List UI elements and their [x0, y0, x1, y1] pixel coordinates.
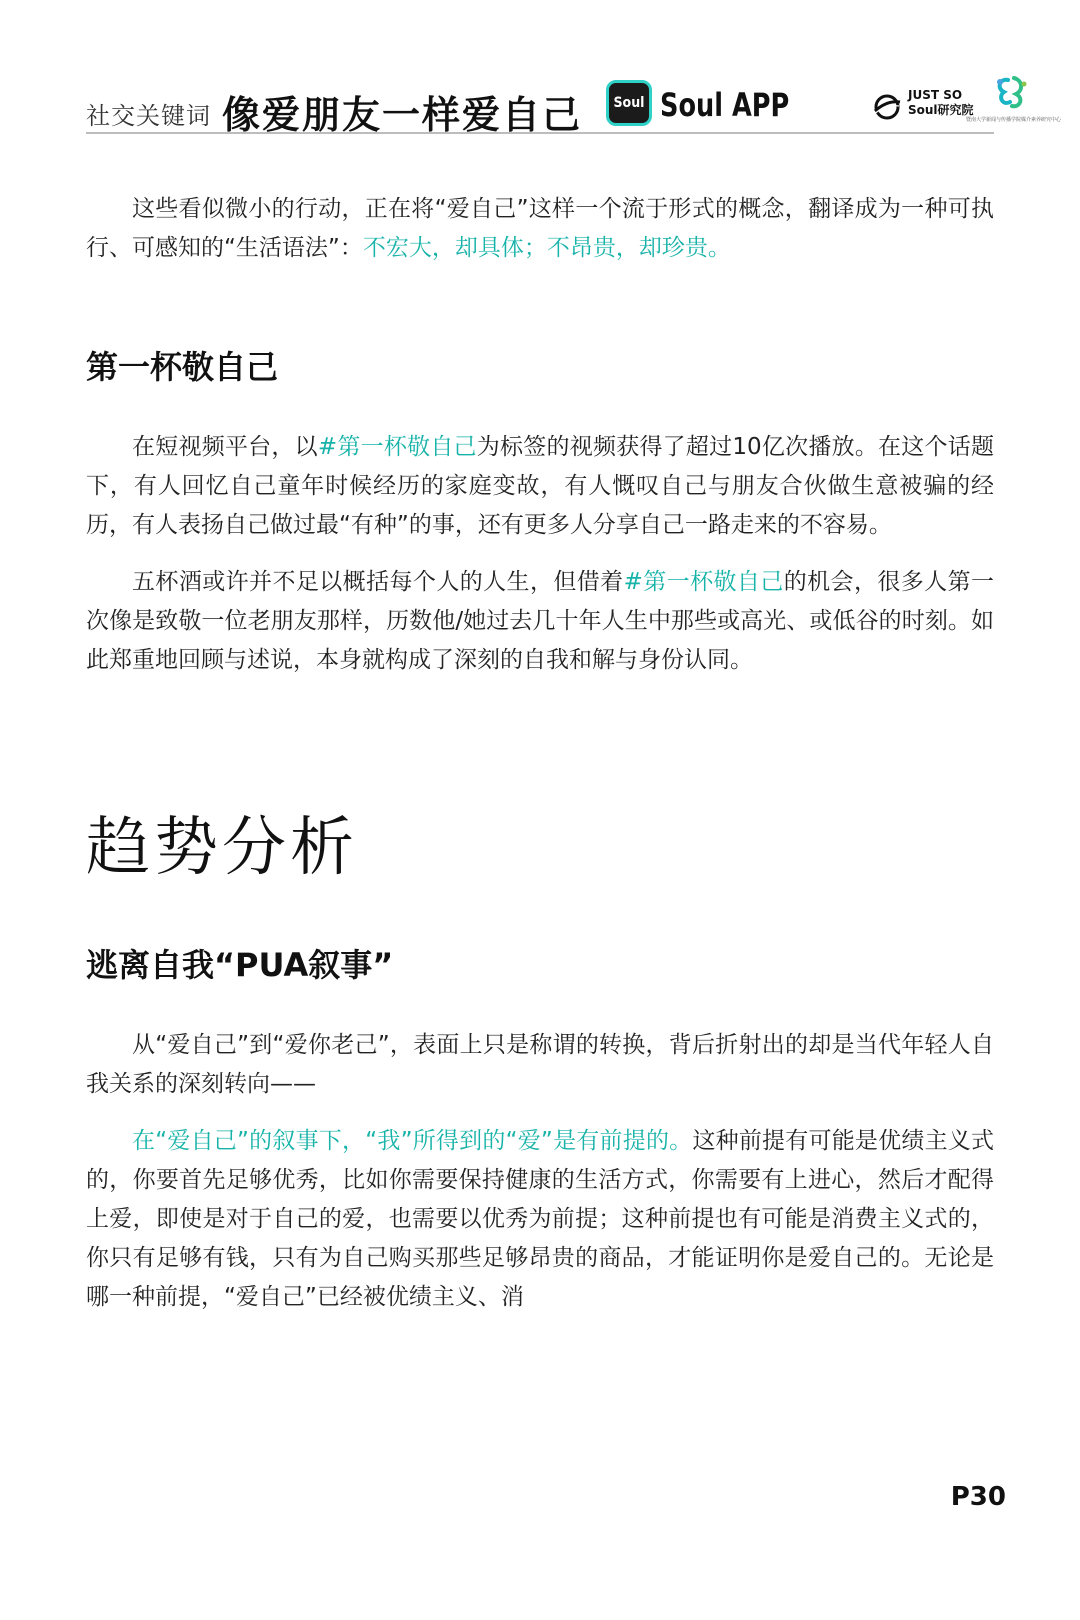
section1-heading: 第一杯敬自己: [86, 348, 279, 386]
s1p1-text-before: 在短视频平台，以: [132, 434, 318, 460]
header-title: 像爱朋友一样爱自己: [222, 93, 583, 137]
section2-paragraph-1: 从“爱自己”到“爱你老己”，表面上只是称谓的转换，背后折射出的却是当代年轻人自我关系的深刻转向——: [86, 1032, 994, 1097]
justso-line2: Soul研究院: [908, 103, 974, 117]
s1p2-text-before: 五杯酒或许并不足以概括每个人的人生，但借着: [132, 569, 624, 595]
s1p1-text-after: 为标签的视频获得了超过10亿次播放。在这个话题下，有人回忆自己童年时候经历的家庭变故，有人慨叹自己与朋友合伙做生意被骗的经历，有人表扬自己做过最“有种”的事，还有更多人分享自己一路走来的不容易。: [86, 434, 994, 538]
justso-wordmark: [908, 88, 974, 118]
main-content: [86, 190, 994, 1317]
s1p2-hashtag: #第一杯敬自己: [623, 569, 784, 595]
page-header: [86, 70, 1062, 137]
page-number: P30: [950, 1482, 1006, 1512]
institute-logo-icon: [980, 74, 1040, 114]
institute-caption: 暨南大学新闻与传播学院媒介素养研究中心: [966, 117, 1062, 123]
intro-paragraph: [86, 190, 994, 268]
section2-title: 趋势分析: [86, 811, 358, 885]
section2-subheading: 逃离自我“PUA叙事”: [86, 946, 394, 984]
s1p2-text-after: 的机会，很多人第一次像是致敬一位老朋友那样，历数他/她过去几十年人生中那些或高光、或低谷的时刻。如此郑重地回顾与述说，本身就构成了深刻的自我和解与身份认同。: [86, 569, 995, 673]
soul-app-wordmark: Soul APP: [660, 86, 790, 124]
justso-logo-icon: [872, 92, 902, 122]
soul-logo-icon: Soul: [606, 80, 652, 126]
s1p1-hashtag: #第一杯敬自己: [317, 434, 477, 460]
intro-highlight: 不宏大，却具体；不昂贵，却珍贵。: [362, 235, 731, 261]
intro-text: 这些看似微小的行动，正在将“爱自己”这样一个流于形式的概念，翻译成为一种可执行、可感知的“生活语法”：: [86, 196, 994, 261]
s2p2-highlight: 在“爱自己”的叙事下，“我”所得到的“爱”是有前提的。: [132, 1128, 693, 1154]
s2p2-text: 这种前提有可能是优绩主义式的，你要首先足够优秀，比如你需要保持健康的生活方式，你需要有上进心，然后才配得上爱，即使是对于自己的爱，也需要以优秀为前提；这种前提也有可能是消费主义式的，你只有足够有钱，只有为自己购买那些足够昂贵的商品，才能证明你是爱自己的。无论是哪一种前提，“爱自己”已经被优绩主义、消: [86, 1128, 995, 1310]
justso-line1: JUST SO: [908, 88, 963, 102]
section1-paragraph-1: [86, 428, 994, 545]
section1-paragraph-2: [86, 563, 994, 680]
header-keyword: 社交关键词: [86, 102, 211, 130]
section2-paragraph-2: [86, 1122, 994, 1317]
